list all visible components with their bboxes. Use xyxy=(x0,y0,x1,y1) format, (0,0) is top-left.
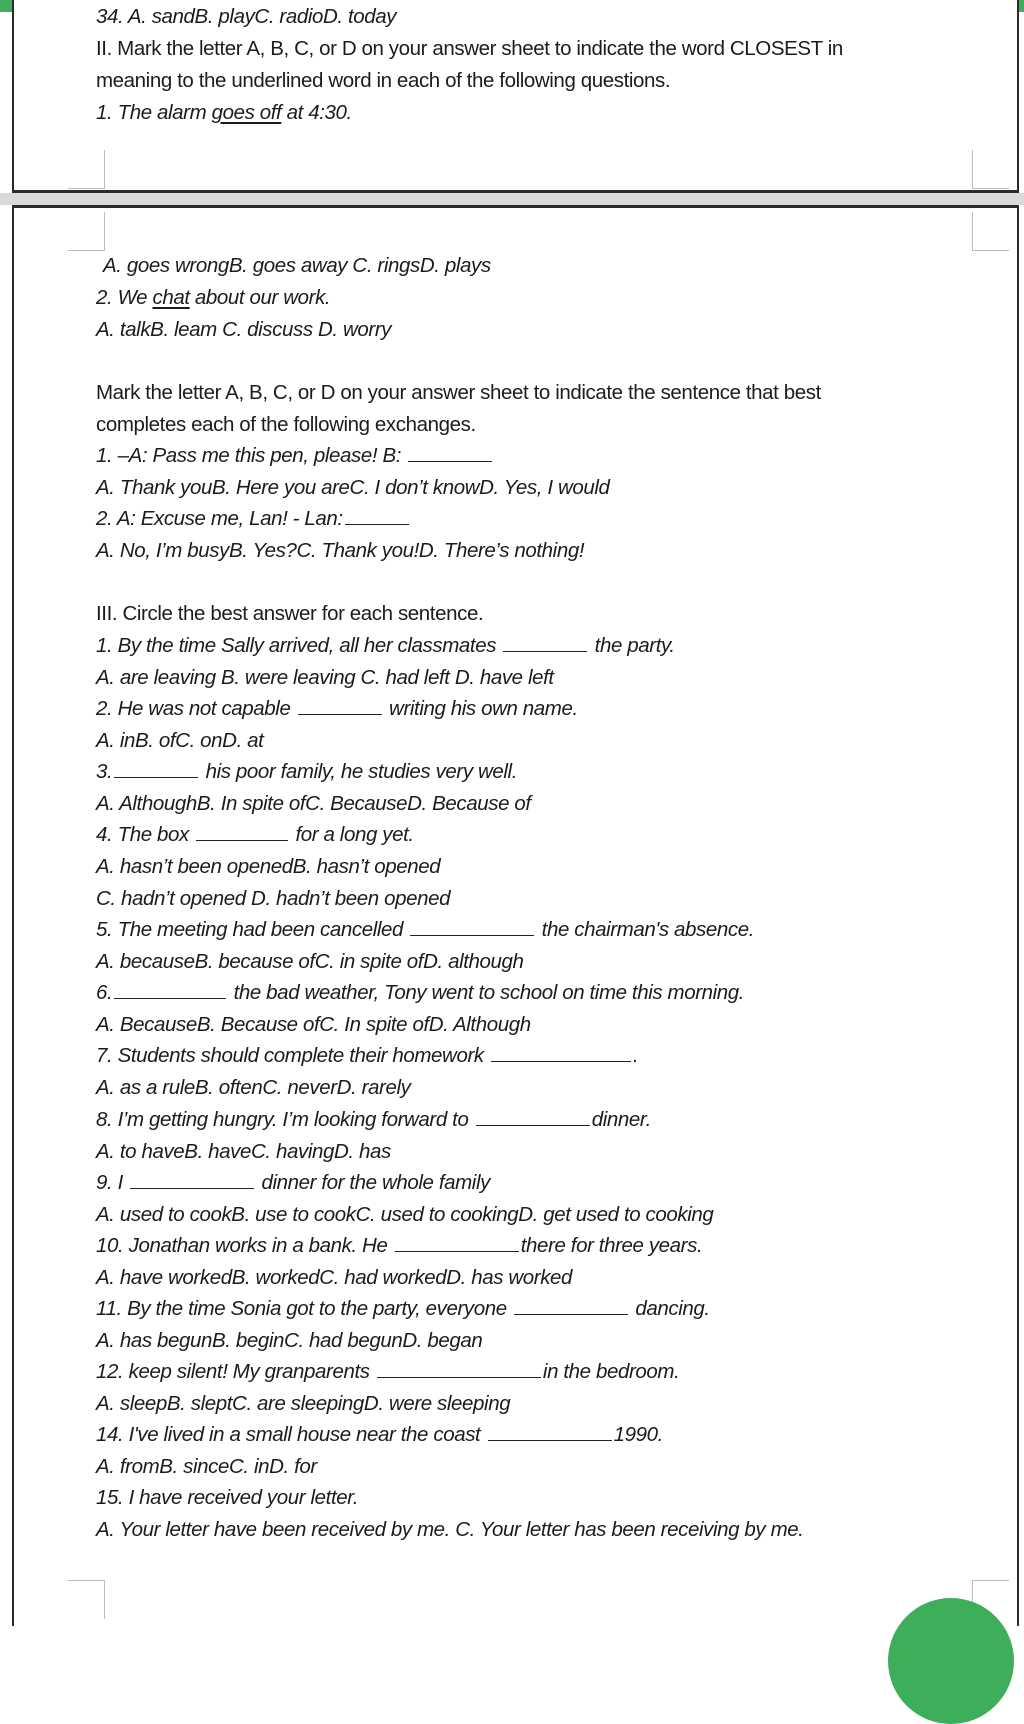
question-line: 6. the bad weather, Tony went to school on time this morning. xyxy=(96,981,745,1004)
answer-blank xyxy=(514,1296,628,1315)
crop-mark xyxy=(68,1580,105,1619)
question-line: 14. I've lived in a small house near the coast 1990. xyxy=(96,1423,663,1446)
section-2-heading-1: II. Mark the letter A, B, C, or D on your answer sheet to indicate the word CLOSEST in xyxy=(96,37,843,60)
question-line: 1. –A: Pass me this pen, please! B: xyxy=(96,443,494,469)
question-line: 9. I dinner for the whole family xyxy=(96,1171,490,1194)
answer-blank xyxy=(130,1170,254,1189)
options-line: C. hadn’t opened D. hadn’t been opened xyxy=(96,887,451,910)
question-line: 11. By the time Sonia got to the party, everyone dancing. xyxy=(96,1297,710,1320)
options-line: A. BecauseB. Because ofC. In spite ofD. Although xyxy=(96,1013,531,1036)
options-line: A. No, I’m busyB. Yes?C. Thank you!D. There’s nothing! xyxy=(96,539,585,562)
options-line: A. AlthoughB. In spite ofC. BecauseD. Because of xyxy=(96,792,531,815)
question-line: 7. Students should complete their homework . xyxy=(96,1044,639,1067)
answer-blank xyxy=(476,1107,590,1126)
answer-blank xyxy=(410,917,534,936)
options-line: A. becauseB. because ofC. in spite ofD. although xyxy=(96,950,524,973)
answer-blank xyxy=(491,1043,631,1062)
options-line: A. inB. ofC. onD. at xyxy=(96,729,264,752)
question-line: 1. By the time Sally arrived, all her classmates the party. xyxy=(96,634,675,657)
options-line: A. to haveB. haveC. havingD. has xyxy=(96,1140,391,1163)
options-line: A. are leaving B. were leaving C. had left D. have left xyxy=(96,666,554,689)
question-line: 2. A: Excuse me, Lan! - Lan: xyxy=(96,506,411,532)
answer-blank xyxy=(395,1233,519,1252)
answer-blank xyxy=(196,822,288,841)
question-line: 4. The box for a long yet. xyxy=(96,823,414,846)
answer-blank xyxy=(114,980,226,999)
crop-mark xyxy=(972,212,1009,251)
answer-blank xyxy=(503,633,587,652)
floating-action-button[interactable] xyxy=(888,1598,1014,1724)
question-line: 15. I have received your letter. xyxy=(96,1486,359,1509)
question-line: 2. He was not capable writing his own name. xyxy=(96,697,578,720)
crop-mark xyxy=(68,150,105,189)
answer-blank xyxy=(488,1422,612,1441)
options-line: A. Your letter have been received by me. C. Your letter has been receiving by me. xyxy=(96,1518,804,1541)
question-line: 8. I’m getting hungry. I’m looking forward to dinner. xyxy=(96,1108,651,1131)
options-line: A. Thank youB. Here you areC. I don’t knowD. Yes, I would xyxy=(96,476,610,499)
answer-blank xyxy=(345,506,409,525)
options-line: A. as a ruleB. oftenC. neverD. rarely xyxy=(96,1076,411,1099)
options-line: A. hasn’t been openedB. hasn’t opened xyxy=(96,855,441,878)
cut-off-line: 34. A. sandB. playC. radioD. today xyxy=(96,5,397,28)
question-line: 12. keep silent! My granparents in the bedroom. xyxy=(96,1360,680,1383)
section-2-heading-2: meaning to the underlined word in each of the following questions. xyxy=(96,69,671,92)
question-line: 2. We chat about our work. xyxy=(96,286,331,309)
options-line: A. has begunB. beginC. had begunD. began xyxy=(96,1329,483,1352)
question-line: 3. his poor family, he studies very well. xyxy=(96,760,518,783)
options-line: A. used to cookB. use to cookC. used to cookingD. get used to cooking xyxy=(96,1203,714,1226)
answer-blank xyxy=(377,1359,541,1378)
answer-blank xyxy=(114,759,198,778)
crop-mark xyxy=(68,212,105,251)
options-line: A. goes wrongB. goes away C. ringsD. plays xyxy=(103,254,491,277)
answer-blank xyxy=(408,443,492,462)
question-line: 1. The alarm goes off at 4:30. xyxy=(96,101,352,124)
section-3-heading: III. Circle the best answer for each sentence. xyxy=(96,602,484,625)
exchanges-heading-1: Mark the letter A, B, C, or D on your answer sheet to indicate the sentence that best xyxy=(96,381,821,404)
page-gap xyxy=(0,193,1024,205)
options-line: A. have workedB. workedC. had workedD. has worked xyxy=(96,1266,573,1289)
answer-blank xyxy=(298,696,382,715)
options-line: A. sleepB. sleptC. are sleepingD. were sleeping xyxy=(96,1392,511,1415)
question-line: 10. Jonathan works in a bank. He there for three years. xyxy=(96,1234,703,1257)
options-line: A. talkB. leam C. discuss D. worry xyxy=(96,318,392,341)
question-line: 5. The meeting had been cancelled the chairman's absence. xyxy=(96,918,755,941)
exchanges-heading-2: completes each of the following exchanges. xyxy=(96,413,476,436)
options-line: A. fromB. sinceC. inD. for xyxy=(96,1455,317,1478)
crop-mark xyxy=(972,150,1009,189)
